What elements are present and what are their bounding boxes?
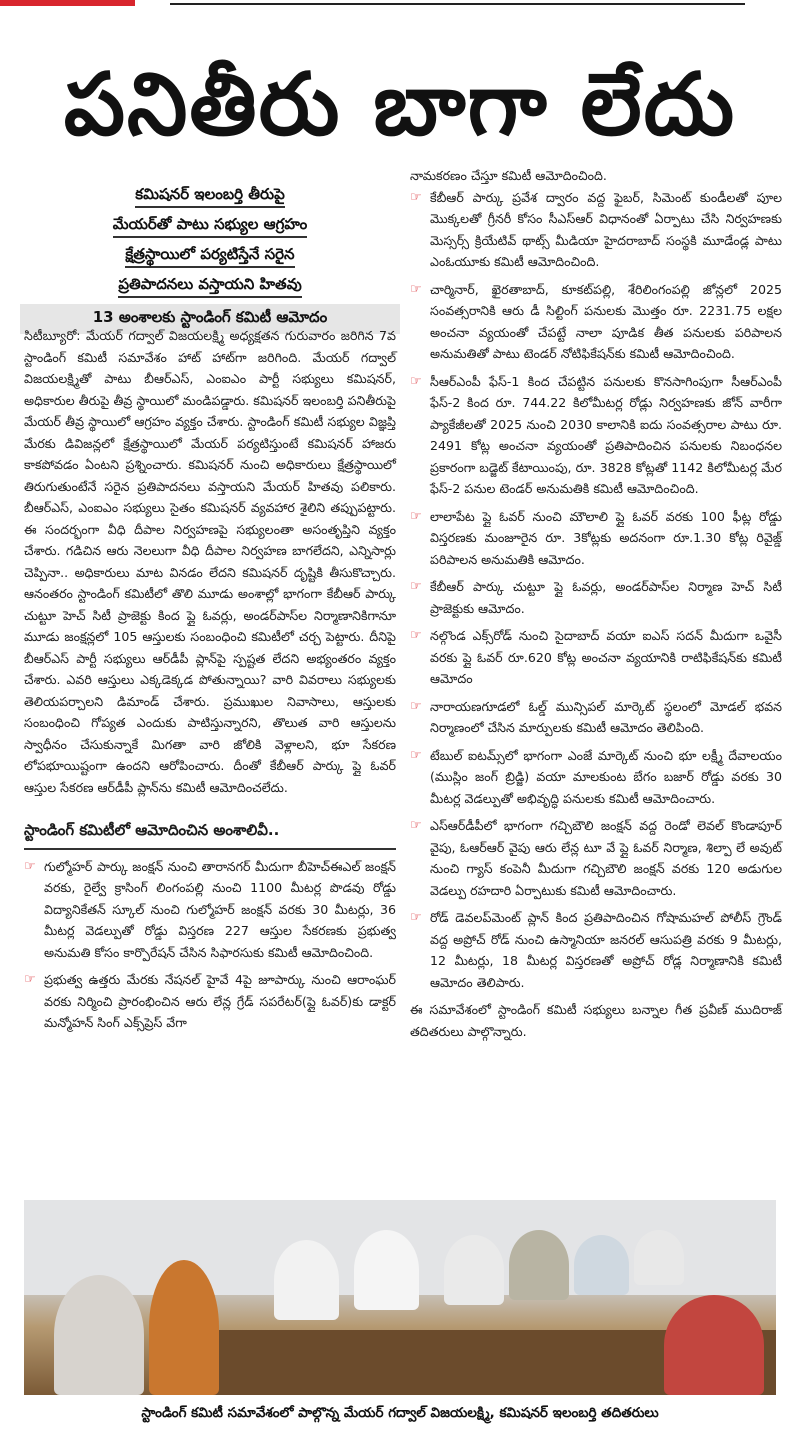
- list-item: [24, 969, 396, 1034]
- meeting-photo: [24, 1200, 776, 1395]
- list-item: [410, 625, 782, 690]
- pointer-icon: ☞: [410, 281, 422, 297]
- pointer-icon: ☞: [410, 698, 422, 714]
- photo-person: [509, 1230, 569, 1300]
- list-item-text: రోడ్ డెవలప్‌మెంట్ ప్లాన్ కింద ప్రతిపాదించిన గోషామహల్ పోలీస్ గ్రౌండ్ వద్ద అప్రోచ్ రోడ్ నుంచి ఉస్మానియా జనరల్ ఆసుపత్రి వరకు 9 మీటర్లు, 12 మీటర్లు, 18 మీటర్ల విస్తరణతో అప్రోచ్ రోడ్ల నిర్మాణానికి కమిటీ ఆమోదం తెలిపారు.: [430, 910, 782, 990]
- closing-text: ఈ సమావేశంలో స్టాండింగ్ కమిటీ సభ్యులు బన్నాల గీత ప్రవీణ్ ముదిరాజ్ తదితరులు పాల్గొన్నారు.: [410, 1002, 782, 1039]
- list-item-text: సీఆర్ఎంపీ ఫేస్-1 కింద చేపట్టిన పనులకు కొనసాగింపుగా సీఆర్ఎంపీ ఫేస్-2 కింద రూ. 744.22 కిలోమీటర్ల రోడ్లు నిర్వహణకు జోన్ వారీగా ప్యాకేజీలతో 2025 నుంచి 2030 కాలానికి ఐదు సంవత్సరాల పాటు రూ. 2491 కోట్ల అంచనా వ్యయంతో ప్రతిపాదించిన పనులకు నిబంధనల ప్రకారంగా బడ్జెట్ కేటాయింపు, రూ. 3828 కోట్లతో 1142 కిలోమీటర్ల మేర ఫేస్-2 పనుల టెండర్ అనుమతికి కమిటీ ఆమోదించింది.: [430, 373, 782, 496]
- list-item: [410, 907, 782, 993]
- list-item: [410, 506, 782, 571]
- list-item-text: గుల్మోహర్ పార్కు జంక్షన్ నుంచి తారానగర్ మీదుగా బీహెచ్ఈఎల్ జంక్షన్ వరకు, రైల్వే క్రాసింగ్ లింగంపల్లి నుంచి 1100 మీటర్ల పొడవు రోడ్డు విద్యానికేతన్ స్కూల్ నుంచి గుల్మోహర్ జంక్షన్ వరకు 30 మీటర్లు, 36 మీటర్ల వెడల్పుతో రోడ్డు విస్తరణ 227 ఆస్తుల సేకరణకు ప్రభుత్వ అనుమతి కోసం కార్పొరేషన్ చేసిన సిఫారసుకు కమిటీ ఆమోదించింది.: [44, 858, 396, 960]
- pointer-icon: ☞: [24, 858, 36, 874]
- list-item: [410, 815, 782, 901]
- list-item-text: కేబీఆర్ పార్కు ప్రవేశ ద్వారం వద్ద ఫైబర్, సిమెంట్ కుండీలతో పూల మొక్కలతో గ్రీనరీ కోసం సీఎస్ఆర్ విధానంతో ఏర్పాటు చేసి నిర్వహణకు మెస్సర్స్ క్రియేటివ్ థాట్స్ మీడియా హైదరాబాద్ సంస్థకి మూడేండ్ల పాటు ఎంఓయూకు కమిటీ ఆమోదించింది.: [430, 189, 782, 269]
- list-item: [410, 279, 782, 365]
- list-item-text: నల్గొండ ఎక్స్‌రోడ్ నుంచి సైదాబాద్ వయా ఐఎస్ సదన్ మీదుగా ఒవైసీ వరకు ప్లై ఓవర్ రూ.620 కోట్ల అంచనా వ్యయానికి రాటిఫికేషన్‌కు కమిటీ ఆమోదం: [430, 628, 782, 686]
- photo-person: [274, 1240, 339, 1320]
- photo-person: [149, 1260, 219, 1395]
- continued-text: నామకరణం చేస్తూ కమిటీ ఆమోదించింది.: [410, 168, 607, 183]
- article-body: సిటీబ్యూరో: మేయర్ గద్వాల్ విజయలక్ష్మి అధ్యక్షతన గురువారం జరిగిన 7వ స్టాండింగ్ కమిటీ సమావేశం హాట్ హాట్‌గా జరిగింది. మేయర్ గద్వాల్ విజయలక్ష్మితో పాటు బీఆర్ఎస్, ఎంఐఎం పార్టీ సభ్యులు కమిషనర్, అధికారుల తీరుపై తీవ్ర స్థాయిలో మండిపడ్డారు. కమిషనర్ ఇలంబర్తి పనితీరుపై మేయర్ తీవ్ర స్థాయిలో ఆగ్రహం వ్యక్తం చేశారు. స్టాండింగ్ కమిటీ సభ్యుల విజ్ఞప్తి మేరకు డివిజన్లలో క్షేత్రస్థాయిలో మేయర్ పర్యటిస్తుంటే కమిషనర్ హాజరు కాకపోవడం ఏంటని ప్రశ్నించారు. కమిషనర్ నుంచి అధికారులు క్షేత్రస్థాయిలో తిరుగుతుంటేనే సరైన ప్రతిపాదనలు వస్తాయని మేయర్ హితవు పలికారు. బీఆర్ఎస్, ఎంఐఎం సభ్యులు సైతం కమిషనర్ వ్యవహార శైలిని తప్పుపట్టారు. ఈ సందర్భంగా వీధి దీపాల నిర్వహణపై సభ్యులంతా అసంతృప్తిని వ్యక్తం చేశారు. గడిచిన ఆరు నెలలుగా వీధి దీపాల నిర్వహణ బాగలేదని, ఎన్నిసార్లు చెప్పినా.. అధికారులు మాట వినడం లేదని కమిషనర్ దృష్టికి తీసుకొచ్చారు. ఆనంతరం స్టాండింగ్ కమిటీలో తొలి మూడు అంశాల్లో భాగంగా కేబీఆర్ పార్కు చుట్టూ హెచ్ సిటీ ప్రాజెక్టు కింద ప్లై ఓవర్లు, అండర్‌పాస్‌ల నిర్మాణానికిగానూ మూడు జంక్షన్లలో 105 ఆస్తులకు సంబంధించి కమిటీలో చర్చ పెట్టారు. దీనిపై బీఆర్ఎస్ పార్టీ సభ్యులు ఆర్‌డీపీ ప్లాన్‌పై స్పష్టత లేదని అభ్యంతరం వ్యక్తం చేశారు. ఎవరి ఆస్తులు ఎక్కడెక్కడ పోతున్నాయి? వారి వివరాలు సభ్యులకు తెలియపర్చాలని డిమాండ్ చేశారు. ప్రముఖుల నివాసాలు, ఆస్తులకు సంబంధించి గోప్యత ఎందుకు పాటిస్తున్నారని, తొలుత వారి ఆస్తులను స్వాధీనం చేసుకున్నాకే మిగతా వారి జోలికి వెళ్లాలని, భూ సేకరణ లోపభూయిష్టంగా ఉందని ఆరోపించారు. దీంతో కేబీఆర్ పార్కు ప్లై ఓవర్ ఆస్తుల సేకరణ ఆర్‌డీపీ ప్లాన్‌ను కమిటీ ఆమోదించలేదు.: [24, 328, 396, 795]
- list-item: [410, 696, 782, 739]
- pointer-icon: ☞: [410, 628, 422, 643]
- photo-person: [54, 1275, 144, 1395]
- list-item-text: ఎస్ఆర్‌డీపీలో భాగంగా గచ్చిబౌలి జంక్షన్ వద్ద రెండో లెవల్ కొండాపూర్ వైపు, ఓఆర్ఆర్ వైపు ఆరు లేన్ల టూ వే ప్లై ఓవర్ నిర్మాణ, శిల్పా లే అవుట్ నుంచి గ్యాస్ కంపెనీ మీదుగా గచ్చిబౌలి జంక్షన్ వరకు 120 అడుగుల వెడల్పు రహదారి ఏర్పాటుకు కమిటీ ఆమోదించారు.: [430, 818, 782, 898]
- approved-items-heading: స్టాండింగ్ కమిటీలో ఆమోదించిన అంశాలివీ..: [24, 820, 396, 850]
- list-item-text: టేబుల్ ఐటమ్స్‌లో భాగంగా ఎంజే మార్కెట్ నుంచి భూ లక్ష్మీ దేవాలయం (ముస్లిం జంగ్ బ్రిడ్జి) వయా మాలకుంట బేగం బజార్ రోడ్డు వరకు 30 మీటర్ల వెడల్పుతో అభివృద్ధి పనులకు కమిటీ ఆమోదించారు.: [430, 747, 782, 806]
- photo-person: [664, 1295, 764, 1395]
- photo-person: [634, 1230, 684, 1285]
- right-column: [410, 165, 782, 1042]
- pointer-icon: ☞: [410, 747, 422, 763]
- kicker-block: [20, 180, 400, 334]
- kicker-line: [20, 244, 400, 264]
- photo-person: [574, 1235, 629, 1295]
- list-item: [410, 745, 782, 810]
- list-item-text: లాలాపేట ప్లై ఓవర్ నుంచి మౌలాలి ప్లై ఓవర్ వరకు 100 ఫీట్ల రోడ్డు విస్తరణకు మంజూరైన రూ. 3కోట్లకు అదనంగా రూ.1.30 కోట్ల రివైజ్డ్ పరిపాలన అనుమతికి ఆమోదం.: [430, 508, 782, 567]
- kicker-text: కమిషనర్ ఇలంబర్తి తీరుపై: [135, 185, 284, 208]
- pointer-icon: ☞: [410, 818, 422, 833]
- pointer-icon: ☞: [410, 373, 422, 389]
- list-item: [410, 576, 782, 619]
- photo-person: [354, 1230, 419, 1310]
- pointer-icon: ☞: [410, 189, 422, 205]
- kicker-line: [20, 214, 400, 234]
- masthead-rule: [170, 3, 745, 5]
- list-item-text: ప్రభుత్వ ఉత్తరు మేరకు నేషనల్ హైవే 4పై జూపార్కు నుంచి ఆరాంఘర్ వరకు నిర్మించి ప్రారంభించిన ఆరు లేన్ల గ్రేడ్ సపరేటర్(ప్లై ఓవర్)కు డాక్టర్ మన్మోహన్ సింగ్ ఎక్స్‌ప్రెస్ వేగా: [44, 972, 396, 1030]
- kicker-line: [20, 184, 400, 204]
- pointer-icon: ☞: [410, 508, 422, 524]
- list-item-text: కేబీఆర్ పార్కు చుట్టూ ప్లై ఓవర్లు, అండర్‌పాస్‌ల నిర్మాణ హెచ్ సిటీ ప్రాజెక్టుకు ఆమోదం.: [430, 579, 782, 616]
- subkicker: 13 అంశాలకు స్టాండింగ్ కమిటీ ఆమోదం: [20, 304, 400, 334]
- kicker-text: మేయర్‌తో పాటు సభ్యుల ఆగ్రహం: [113, 215, 308, 238]
- kicker-line: [20, 274, 400, 294]
- pointer-icon: ☞: [410, 579, 422, 594]
- photo-person: [444, 1235, 504, 1305]
- pointer-icon: ☞: [24, 972, 36, 987]
- kicker-text: ప్రతిపాదనలు వస్తాయని హితవు: [118, 275, 301, 298]
- list-item: [24, 856, 396, 964]
- list-item-text: నారాయణగూడలో ఓల్డ్ మున్సిపల్ మార్కెట్ స్థలంలో మోడల్ భవన నిర్మాణంలో చేసిన మార్పులకు కమిటీ ఆమోదం తెలిపింది.: [430, 698, 782, 735]
- kicker-text: క్షేత్రస్థాయిలో పర్యటిస్తేనే సరైన: [125, 245, 294, 268]
- list-item: [410, 187, 782, 273]
- photo-caption: స్టాండింగ్ కమిటీ సమావేశంలో పాల్గొన్న మేయర్ గద్వాల్ విజయలక్ష్మి, కమిషనర్ ఇలంబర్తి తదితరులు: [141, 1405, 659, 1421]
- left-column: [24, 325, 396, 1040]
- list-item-text: చార్మినార్, ఖైరతాబాద్, కూకట్‌పల్లి, శేరిలింగంపల్లి జోన్లలో 2025 సంవత్సరానికి ఆరు డీ సిల్టింగ్ పనులకు మొత్తం రూ. 2231.75 లక్షల అంచనా వ్యయంతో చేపట్టే నాలా పూడిక తీత పనులకు పరిపాలన అనుమతితో పాటు టెండర్ నోటిఫికేషన్‌కు కమిటీ ఆమోదించింది.: [430, 281, 782, 361]
- list-item: [410, 371, 782, 500]
- pointer-icon: ☞: [410, 910, 422, 925]
- masthead-red-bar: [0, 0, 135, 6]
- headline: పనితీరు బాగా లేదు: [63, 55, 737, 155]
